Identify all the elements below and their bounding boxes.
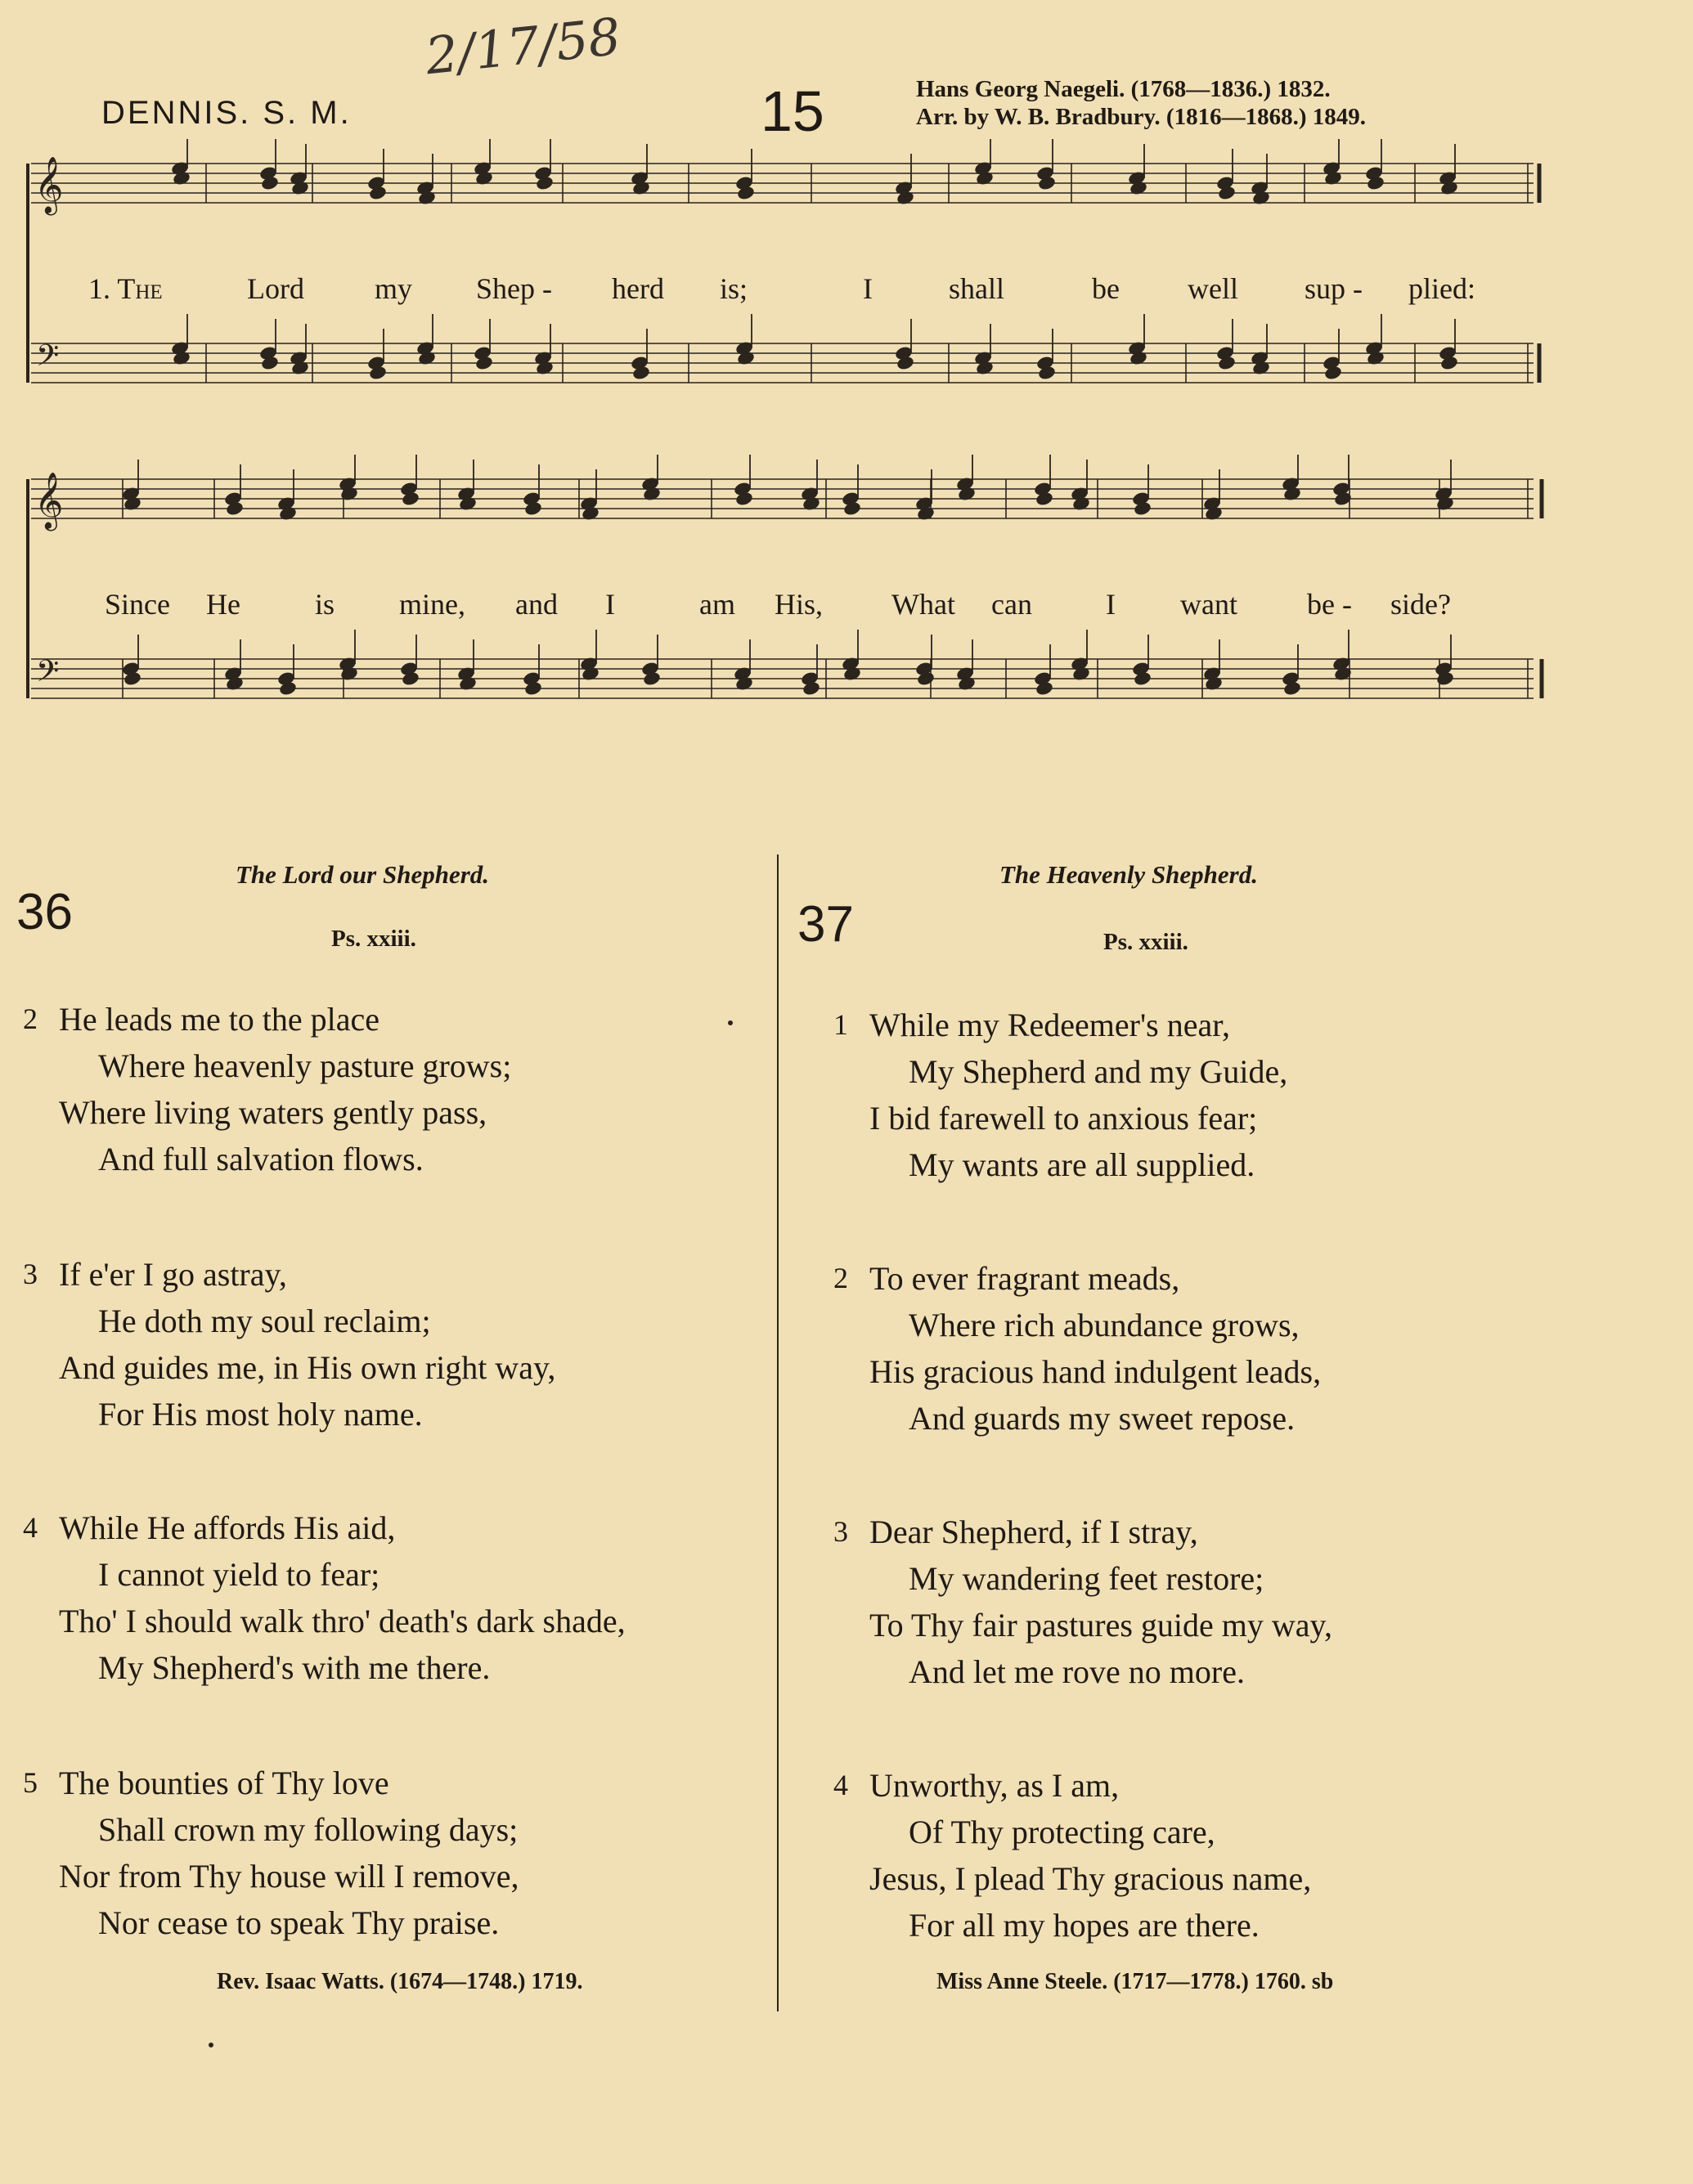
verse-line: Dear Shepherd, if I stray, — [869, 1514, 1198, 1550]
verse-number: 4 — [23, 1511, 38, 1544]
verse — [23, 996, 512, 1182]
hymn-number: 37 — [797, 896, 854, 953]
verse-line: To ever fragrant meads, — [869, 1260, 1180, 1297]
verse-number: 5 — [23, 1766, 38, 1799]
verse-line: To Thy fair pastures guide my way, — [869, 1607, 1332, 1644]
verse-line: Unworthy, as I am, — [869, 1767, 1120, 1804]
verse-line: Shall crown my following days; — [98, 1811, 519, 1848]
lyric-syllable: What — [891, 588, 955, 621]
lyric-syllable: be - — [1307, 588, 1352, 621]
lyric-syllable: my — [375, 272, 413, 305]
svg-text:𝄢: 𝄢 — [36, 654, 60, 696]
hymn-title: The Heavenly Shepherd. — [999, 860, 1258, 889]
hymn-author: Rev. Isaac Watts. (1674—1748.) 1719. — [217, 1969, 583, 1994]
lyric-syllable: want — [1180, 588, 1237, 621]
svg-text:𝄞: 𝄞 — [34, 472, 64, 529]
lyric-syllable: He — [206, 588, 240, 621]
verse-line: The bounties of Thy love — [59, 1765, 389, 1801]
verse-line: Where heavenly pasture grows; — [98, 1047, 512, 1084]
lyric-syllable: herd — [612, 272, 664, 305]
lyric-syllable: am — [699, 588, 735, 621]
verse-number: 4 — [833, 1769, 848, 1801]
page-hymn-number: 15 — [761, 79, 824, 143]
verse — [833, 1509, 1332, 1695]
lyric-syllable: Shep - — [476, 272, 552, 305]
verse-number: 1 — [833, 1008, 848, 1041]
composer-credit — [916, 75, 1366, 131]
verse-number: 3 — [23, 1258, 38, 1290]
verse-number: 3 — [833, 1515, 848, 1548]
verse-line: And guides me, in His own right way, — [59, 1349, 556, 1386]
lyric-syllable: mine, — [399, 588, 465, 621]
lyric-syllable: His, — [775, 588, 824, 621]
lyric-syllable: shall — [949, 272, 1004, 305]
lyric-syllable: I — [863, 272, 873, 305]
lyric-syllable: Lord — [247, 272, 304, 305]
psalm-reference: Ps. xxiii. — [1103, 929, 1188, 955]
music-staves-1 — [28, 139, 1539, 383]
verse-line: If e'er I go astray, — [59, 1256, 287, 1293]
verse-line: Nor cease to speak Thy praise. — [98, 1904, 500, 1941]
verse — [23, 1251, 556, 1437]
lyric-syllable: I — [1106, 588, 1116, 621]
verse — [833, 1255, 1322, 1442]
lyric-syllable: Since — [105, 588, 170, 621]
verse — [23, 1760, 519, 1946]
verse — [833, 1762, 1312, 1949]
verse-line: I cannot yield to fear; — [98, 1556, 380, 1593]
lyric-syllable: can — [991, 588, 1032, 621]
verse-line: And let me rove no more. — [909, 1653, 1245, 1690]
lyric-syllable: is; — [720, 272, 748, 305]
lyric-syllable: 1. The — [88, 272, 163, 305]
verse-line: For all my hopes are there. — [909, 1907, 1260, 1944]
svg-text:𝄞: 𝄞 — [34, 156, 64, 213]
verse-line: My Shepherd's with me there. — [98, 1649, 491, 1686]
verse-line: Jesus, I plead Thy gracious name, — [869, 1860, 1312, 1897]
verse-line: And guards my sweet repose. — [909, 1400, 1296, 1437]
verse-line: My wandering feet restore; — [909, 1560, 1264, 1597]
verse-line: And full salvation flows. — [98, 1141, 424, 1177]
verse-line: While He affords His aid, — [59, 1509, 396, 1546]
lyric-syllable: be — [1092, 272, 1120, 305]
hymn-number: 36 — [16, 884, 73, 940]
lyric-syllable: sup - — [1305, 272, 1363, 305]
lyric-syllable: well — [1188, 272, 1238, 305]
music-staves-2 — [28, 455, 1542, 698]
lyric-syllable: side? — [1390, 588, 1451, 621]
svg-text:𝄢: 𝄢 — [36, 339, 60, 380]
verse-line: My wants are all supplied. — [909, 1146, 1255, 1183]
lyric-syllable: is — [315, 588, 335, 621]
print-speck — [209, 2043, 213, 2047]
column-divider — [777, 854, 779, 2011]
verse-line: While my Redeemer's near, — [869, 1007, 1230, 1043]
verse — [833, 1002, 1288, 1188]
lyric-syllable: I — [605, 588, 615, 621]
verse — [23, 1505, 626, 1691]
print-speck — [728, 1020, 733, 1025]
composer-line-1: Hans Georg Naegeli. (1768—1836.) 1832. — [916, 76, 1331, 102]
composer-line-2: Arr. by W. B. Bradbury. (1816—1868.) 1849. — [916, 104, 1366, 130]
verse-line: Tho' I should walk thro' death's dark shade, — [59, 1603, 626, 1639]
verse-line: He leads me to the place — [59, 1001, 380, 1038]
tune-name: DENNIS. S. M. — [101, 95, 352, 131]
verse-number: 2 — [833, 1262, 848, 1294]
verse-line: Of Thy protecting care, — [909, 1814, 1215, 1850]
verse-line: Where rich abundance grows, — [909, 1307, 1300, 1343]
hymn-author: Miss Anne Steele. (1717—1778.) 1760. sb — [936, 1969, 1334, 1994]
handwritten-date: 2/17/58 — [422, 6, 624, 87]
verse-line: For His most holy name. — [98, 1396, 423, 1433]
verse-line: My Shepherd and my Guide, — [909, 1053, 1288, 1090]
verse-line: Nor from Thy house will I remove, — [59, 1858, 519, 1895]
lyric-syllable: and — [515, 588, 558, 621]
verse-line: I bid farewell to anxious fear; — [869, 1100, 1258, 1137]
verse-number: 2 — [23, 1002, 38, 1035]
lyric-syllable: plied: — [1408, 272, 1475, 305]
verse-line: He doth my soul reclaim; — [98, 1303, 431, 1339]
verse-line: His gracious hand indulgent leads, — [869, 1353, 1322, 1390]
verse-line: Where living waters gently pass, — [59, 1094, 487, 1131]
psalm-reference: Ps. xxiii. — [331, 926, 416, 952]
hymn-title: The Lord our Shepherd. — [236, 860, 490, 889]
